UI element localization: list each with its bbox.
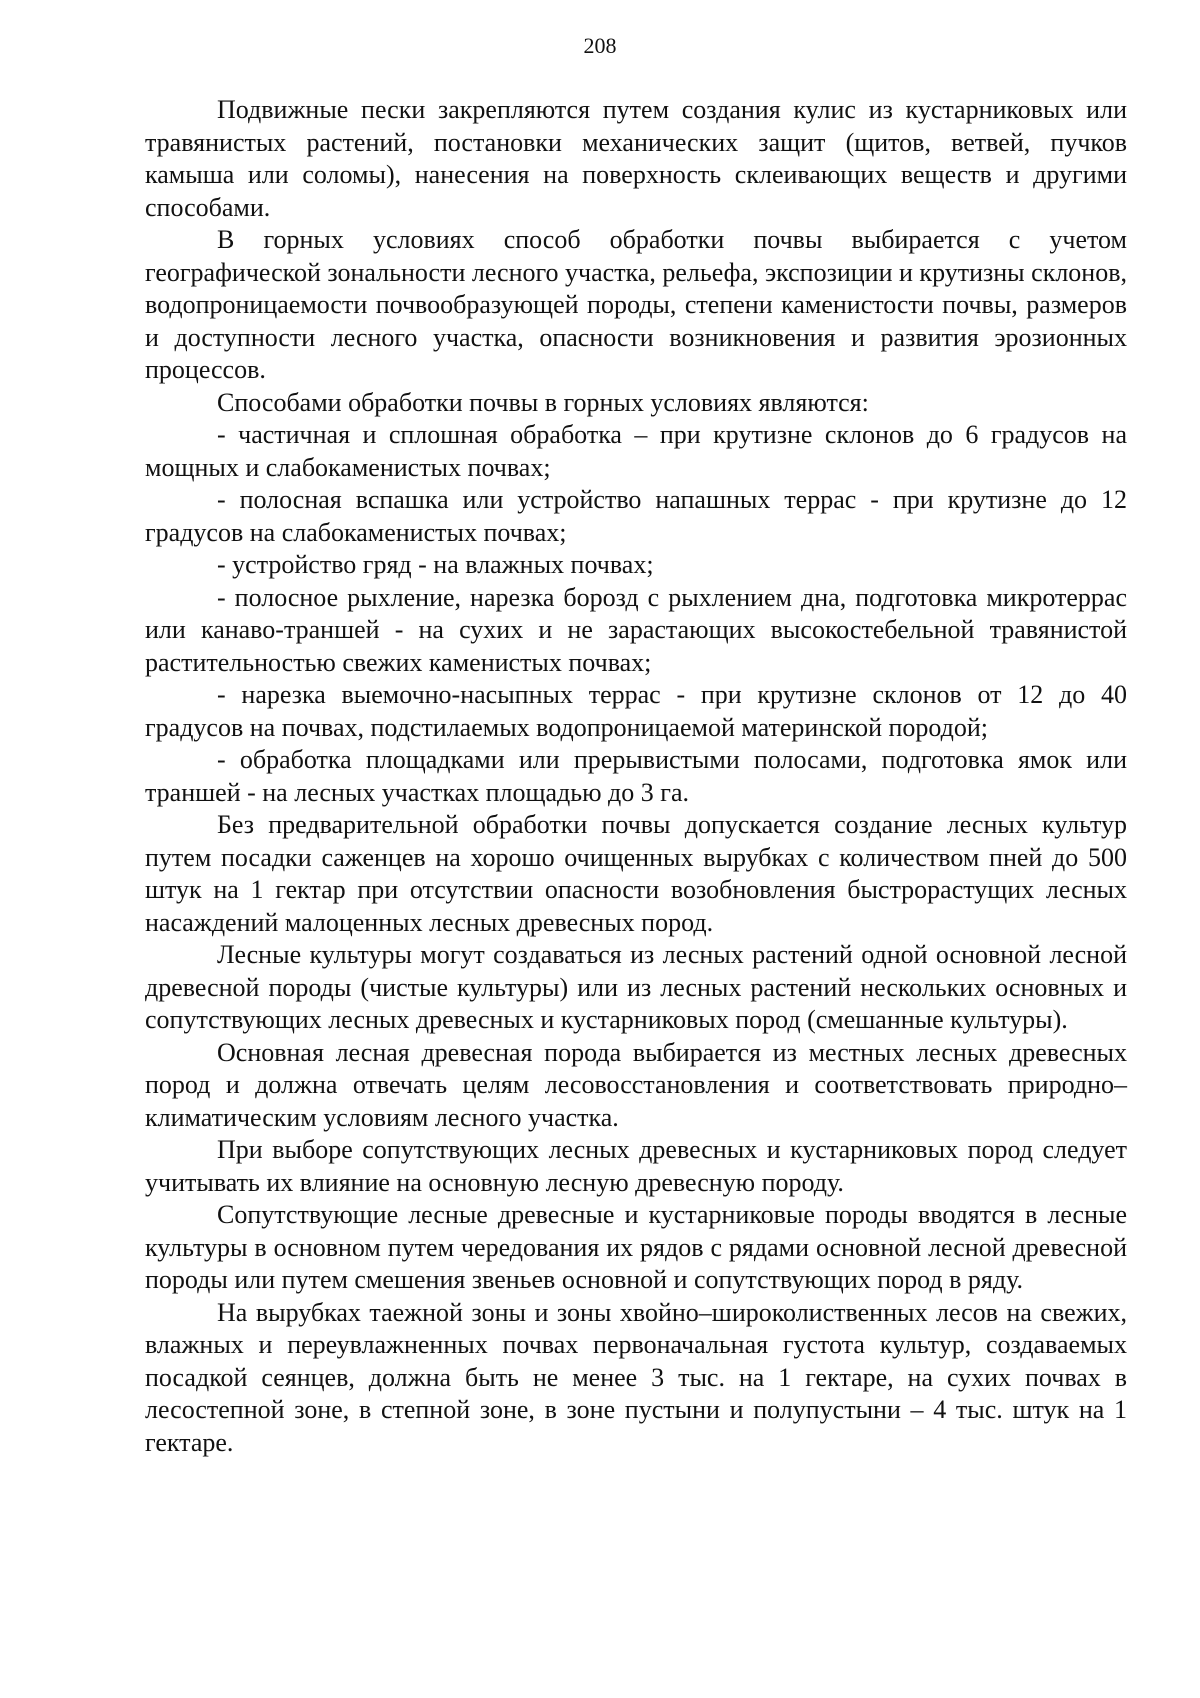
page-number: 208 xyxy=(583,33,617,58)
list-item-4: - полосное рыхление, нарезка борозд с рыхлением дна, подготовка микротеррас или канаво-траншей - на сухих и не зарастающих высокостебельной травянистой растительностью свежих каменистых почвах; xyxy=(145,582,1127,677)
list-item-6: - обработка площадками или прерывистыми полосами, подготовка ямок или траншей - на лесных участках площадью до 3 га. xyxy=(145,745,1127,807)
paragraph-5: Лесные культуры могут создаваться из лесных растений одной основной лесной древесной породы (чистые культуры) или из лесных растений нескольких основных и сопутствующих лесных древесных и кустарниковых пород (смешанные культуры). xyxy=(145,940,1127,1034)
paragraph-3: Способами обработки почвы в горных условиях являются: xyxy=(217,387,869,417)
list-item-2: - полосная вспашка или устройство напашных террас - при крутизне до 12 градусов на слабокаменистых почвах; xyxy=(145,485,1127,547)
paragraph-8: Сопутствующие лесные древесные и кустарниковые породы вводятся в лесные культуры в основном путем чередования их рядов с рядами основной лесной древесной породы или путем смешения звеньев основной и сопутствующих пород в ряду. xyxy=(145,1200,1127,1294)
paragraph-4: Без предварительной обработки почвы допускается создание лесных культур путем посадки саженцев на хорошо очищенных вырубках с количеством пней до 500 штук на 1 гектар при отсутствии опасности возобновления быстрорастущих лесных насаждений малоценных лесных древесных пород. xyxy=(145,810,1127,937)
list-item-5: - нарезка выемочно-насыпных террас - при крутизне склонов от 12 до 40 градусов на почвах, подстилаемых водопроницаемой материнской породой; xyxy=(145,680,1127,742)
paragraph-1: Подвижные пески закрепляются путем создания кулис из кустарниковых или травянистых растений, постановки механических защит (щитов, ветвей, пучков камыша или соломы), нанесения на поверхность склеивающих веществ и другими способами. xyxy=(145,95,1127,222)
paragraph-7: При выборе сопутствующих лесных древесных и кустарниковых пород следует учитывать их влияние на основную лесную древесную породу. xyxy=(145,1135,1127,1197)
list-item-3: - устройство гряд - на влажных почвах; xyxy=(217,550,654,579)
paragraph-9: На вырубках таежной зоны и зоны хвойно–широколиственных лесов на свежих, влажных и переувлажненных почвах первоначальная густота культур, создаваемых посадкой сеянцев, должна быть не менее 3 тыс. на 1 гектаре, на сухих почвах в лесостепной зоне, в степной зоне, в зоне пустыни и полупустыни – 4 тыс. штук на 1 гектаре. xyxy=(145,1297,1127,1457)
paragraph-6: Основная лесная древесная порода выбирается из местных лесных древесных пород и должна отвечать целям лесовосстановления и соответствовать природно–климатическим условиям лесного участка. xyxy=(145,1037,1127,1132)
paragraph-2: В горных условиях способ обработки почвы выбирается с учетом географической зональности лесного участка, рельефа, экспозиции и крутизны склонов, водопроницаемости почвообразующей породы, степени каменистости почвы, размеров и доступности лесного участка, опасности возникновения и развития эрозионных процессов. xyxy=(145,225,1127,384)
document-body xyxy=(145,94,1127,1459)
list-item-1: - частичная и сплошная обработка – при крутизне склонов до 6 градусов на мощных и слабокаменистых почвах; xyxy=(145,420,1127,482)
